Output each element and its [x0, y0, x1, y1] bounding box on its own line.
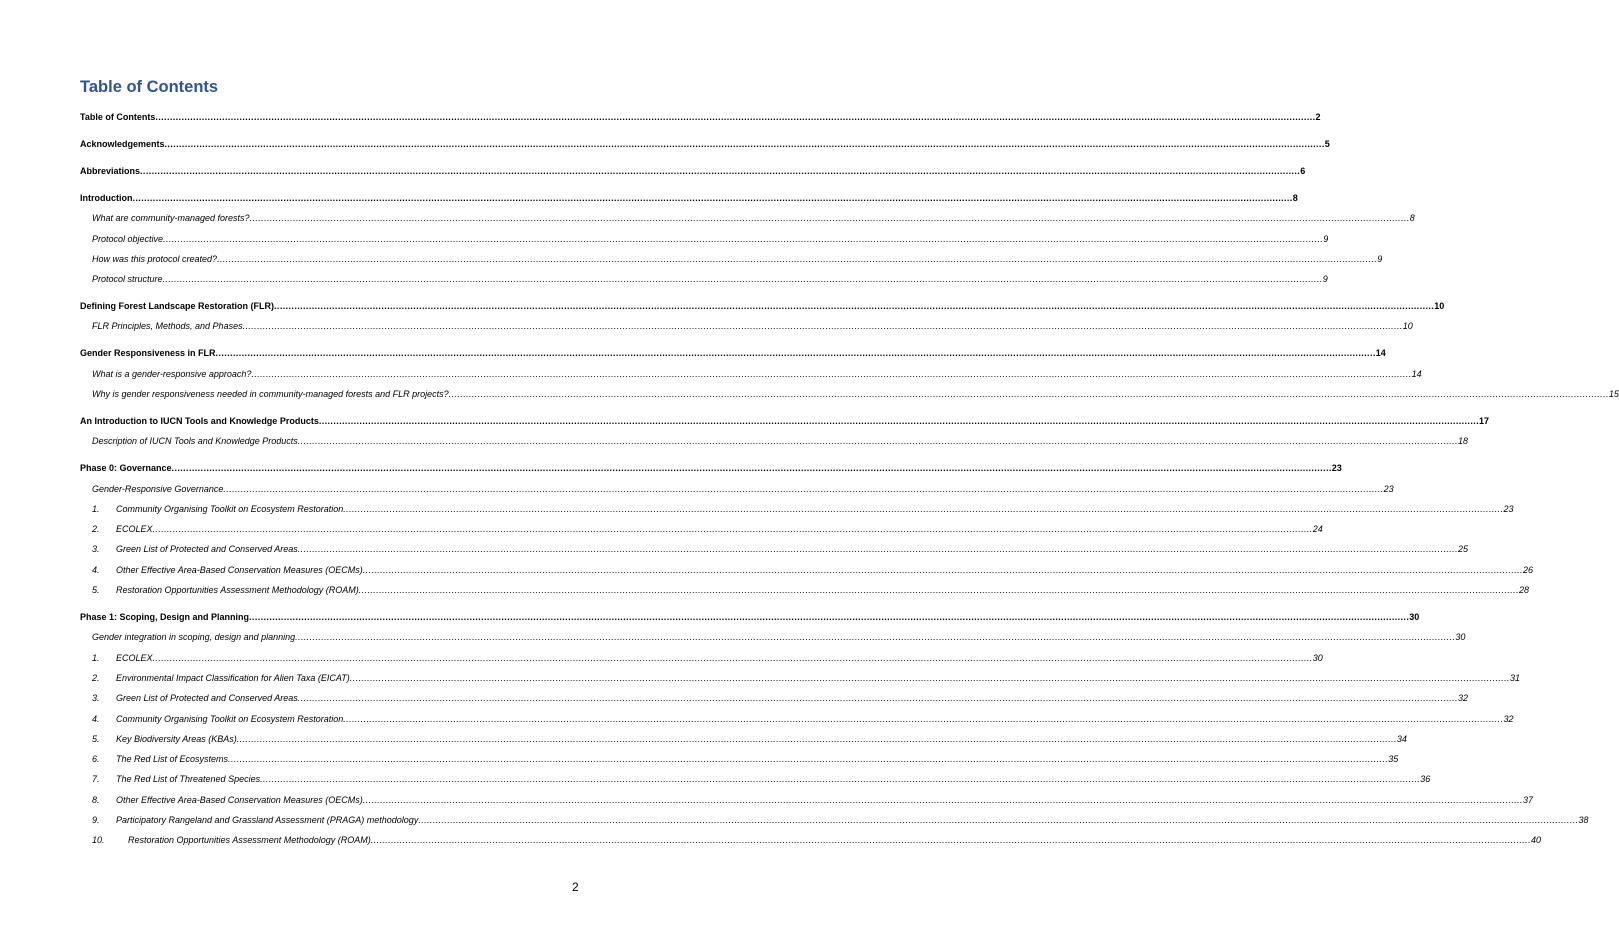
dot-leader: ................................................................................................................................................................................................................................................................................................................................................................................................................ [228, 754, 1389, 765]
toc-section-entry[interactable] [80, 134, 1330, 154]
toc-entry-page: 8 [1292, 192, 1298, 203]
toc-entry-page: 40 [1530, 835, 1541, 846]
dot-leader: ................................................................................................................................................................................................................................................................................................................................................................................................................ [132, 192, 1293, 203]
toc-entry-label: What is a gender-responsive approach? [92, 368, 252, 379]
toc-entry-page: 32 [1503, 713, 1514, 724]
toc-entry-number: 4. [92, 713, 100, 724]
toc-entry-label: Why is gender responsiveness needed in community-managed forests and FLR projects? [92, 389, 449, 399]
table-of-contents [80, 107, 1619, 851]
toc-entry-label: Key Biodiversity Areas (KBAs) [116, 733, 237, 744]
toc-entry-page: 17 [1479, 415, 1490, 426]
toc-entry-label: Green List of Protected and Conserved Areas [116, 693, 298, 704]
dot-leader: ................................................................................................................................................................................................................................................................................................................................................................................................................ [242, 321, 1403, 332]
toc-entry-number: 2. [92, 524, 100, 535]
toc-subsection-entry[interactable] [80, 709, 1514, 729]
toc-section-entry[interactable] [80, 188, 1298, 208]
toc-entry-page: 38 [1578, 815, 1589, 825]
toc-entry-number: 3. [92, 544, 100, 555]
toc-entry-page: 30 [1312, 652, 1323, 663]
toc-entry-label: Restoration Opportunities Assessment Methodology (ROAM) [128, 835, 371, 846]
toc-entry-label: The Red List of Threatened Species [116, 774, 261, 785]
dot-leader: ................................................................................................................................................................................................................................................................................................................................................................................................................ [358, 585, 1519, 596]
toc-subsection-entry[interactable] [80, 539, 1468, 559]
toc-subsection-entry[interactable] [80, 316, 1413, 336]
dot-leader: ................................................................................................................................................................................................................................................................................................................................................................................................................ [164, 138, 1325, 149]
toc-entry-label: Table of Contents [80, 112, 156, 122]
toc-entry-number: 5. [92, 733, 100, 744]
toc-entry-page: 6 [1300, 165, 1306, 176]
toc-subsection-entry[interactable] [80, 627, 1466, 647]
toc-entry-page: 10 [1402, 321, 1413, 332]
toc-subsection-entry[interactable] [80, 729, 1407, 749]
toc-entry-label: Other Effective Area-Based Conservation Measures (OECMs) [116, 564, 363, 575]
toc-subsection-entry[interactable] [80, 580, 1529, 600]
dot-leader: ................................................................................................................................................................................................................................................................................................................................................................................................................ [223, 483, 1384, 494]
page-number: 2 [572, 880, 579, 894]
dot-leader: ................................................................................................................................................................................................................................................................................................................................................................................................................ [274, 301, 1435, 312]
toc-subsection-entry[interactable] [80, 668, 1520, 688]
dot-leader: ................................................................................................................................................................................................................................................................................................................................................................................................................ [251, 368, 1412, 379]
toc-entry-number: 1. [92, 503, 100, 514]
toc-entry-page: 23 [1331, 463, 1342, 474]
toc-entry-page: 5 [1324, 138, 1330, 149]
toc-subsection-entry[interactable] [80, 384, 1619, 404]
dot-leader: ................................................................................................................................................................................................................................................................................................................................................................................................................ [236, 733, 1397, 744]
dot-leader: ................................................................................................................................................................................................................................................................................................................................................................................................................ [155, 112, 1316, 122]
toc-entry-number: 3. [92, 693, 100, 704]
toc-entry-page: 14 [1375, 348, 1386, 359]
toc-entry-label: Protocol structure [92, 274, 163, 285]
toc-entry-page: 32 [1457, 693, 1468, 704]
toc-entry-label: Protocol objective [92, 233, 164, 244]
toc-entry-label: Gender-Responsive Governance [92, 483, 224, 494]
dot-leader: ................................................................................................................................................................................................................................................................................................................................................................................................................ [163, 233, 1324, 244]
toc-section-entry[interactable] [80, 296, 1445, 316]
dot-leader: ................................................................................................................................................................................................................................................................................................................................................................................................................ [343, 503, 1504, 514]
toc-entry-label: Environmental Impact Classification for Alien Taxa (EICAT) [116, 672, 350, 683]
dot-leader: ................................................................................................................................................................................................................................................................................................................................................................................................................ [318, 415, 1480, 426]
toc-subsection-entry[interactable] [80, 769, 1431, 789]
toc-entry-page: 34 [1396, 733, 1407, 744]
dot-leader: ................................................................................................................................................................................................................................................................................................................................................................................................................ [370, 835, 1531, 846]
toc-subsection-entry[interactable] [80, 431, 1468, 451]
toc-subsection-entry[interactable] [80, 560, 1533, 580]
toc-subsection-entry[interactable] [80, 208, 1415, 228]
toc-subsection-entry[interactable] [80, 364, 1422, 384]
toc-entry-page: 36 [1420, 774, 1431, 785]
dot-leader: ................................................................................................................................................................................................................................................................................................................................................................................................................ [362, 794, 1523, 805]
toc-subsection-entry[interactable] [80, 648, 1323, 668]
toc-entry-page: 9 [1322, 274, 1328, 285]
toc-entry-label: Description of IUCN Tools and Knowledge Products [92, 436, 298, 447]
toc-entry-number: 1. [92, 652, 100, 663]
toc-entry-page: 26 [1522, 564, 1533, 575]
toc-entry-number: 5. [92, 585, 100, 596]
dot-leader: ................................................................................................................................................................................................................................................................................................................................................................................................................ [152, 652, 1313, 663]
toc-entry-page: 18 [1457, 436, 1468, 447]
toc-entry-label: ECOLEX [116, 652, 153, 663]
toc-entry-page: 35 [1388, 754, 1399, 765]
toc-subsection-entry[interactable] [80, 810, 1589, 830]
toc-section-entry[interactable] [80, 411, 1490, 431]
toc-entry-page: 30 [1409, 612, 1420, 623]
toc-subsection-entry[interactable] [80, 790, 1533, 810]
dot-leader: ................................................................................................................................................................................................................................................................................................................................................................................................................ [295, 632, 1456, 643]
toc-entry-label: Other Effective Area-Based Conservation Measures (OECMs) [116, 794, 363, 805]
toc-entry-label: An Introduction to IUCN Tools and Knowledge Products [80, 415, 319, 426]
toc-entry-page: 23 [1503, 503, 1514, 514]
toc-entry-label: Phase 1: Scoping, Design and Planning [80, 612, 250, 623]
toc-entry-label: What are community-managed forests? [92, 213, 250, 224]
dot-leader: ................................................................................................................................................................................................................................................................................................................................................................................................................ [249, 213, 1410, 224]
toc-entry-label: Gender integration in scoping, design and planning [92, 632, 296, 643]
toc-entry-page: 28 [1518, 585, 1529, 596]
toc-entry-page: 37 [1522, 794, 1533, 805]
toc-entry-label: Acknowledgements [80, 138, 165, 149]
dot-leader: ................................................................................................................................................................................................................................................................................................................................................................................................................ [448, 389, 1609, 399]
toc-entry-number: 10. [92, 835, 105, 846]
toc-entry-page: 15 [1608, 389, 1619, 399]
dot-leader: ................................................................................................................................................................................................................................................................................................................................................................................................................ [260, 774, 1421, 785]
toc-entry-label: Abbreviations [80, 165, 141, 176]
toc-subsection-entry[interactable] [80, 830, 1541, 850]
dot-leader: ................................................................................................................................................................................................................................................................................................................................................................................................................ [215, 348, 1376, 359]
toc-entry-page: 10 [1434, 301, 1445, 312]
toc-entry-label: Participatory Rangeland and Grassland Assessment (PRAGA) methodology [116, 815, 419, 825]
dot-leader: ................................................................................................................................................................................................................................................................................................................................................................................................................ [152, 524, 1313, 535]
toc-subsection-entry[interactable] [80, 749, 1399, 769]
toc-entry-number: 9. [92, 815, 100, 825]
toc-subsection-entry[interactable] [80, 269, 1328, 289]
toc-entry-number: 6. [92, 754, 100, 765]
dot-leader: ................................................................................................................................................................................................................................................................................................................................................................................................................ [297, 693, 1458, 704]
toc-entry-label: Defining Forest Landscape Restoration (FLR) [80, 301, 275, 312]
toc-entry-label: Community Organising Toolkit on Ecosystem Restoration [116, 503, 344, 514]
toc-subsection-entry[interactable] [80, 229, 1329, 249]
toc-entry-label: ECOLEX [116, 524, 153, 535]
toc-entry-label: Introduction [80, 192, 133, 203]
toc-entry-page: 24 [1312, 524, 1323, 535]
toc-subsection-entry[interactable] [80, 479, 1394, 499]
dot-leader: ................................................................................................................................................................................................................................................................................................................................................................................................................ [349, 672, 1510, 683]
dot-leader: ................................................................................................................................................................................................................................................................................................................................................................................................................ [140, 165, 1301, 176]
dot-leader: ................................................................................................................................................................................................................................................................................................................................................................................................................ [362, 564, 1523, 575]
toc-subsection-entry[interactable] [80, 249, 1383, 269]
toc-entry-page: 25 [1457, 544, 1468, 555]
toc-entry-page: 23 [1383, 483, 1394, 494]
dot-leader: ................................................................................................................................................................................................................................................................................................................................................................................................................ [162, 274, 1323, 285]
toc-entry-label: Community Organising Toolkit on Ecosystem Restoration [116, 713, 344, 724]
toc-section-entry[interactable] [80, 161, 1306, 181]
page-title: Table of Contents [80, 78, 219, 96]
toc-entry-label: Green List of Protected and Conserved Areas [116, 544, 298, 555]
toc-entry-label: How was this protocol created? [92, 253, 218, 264]
dot-leader: ................................................................................................................................................................................................................................................................................................................................................................................................................ [297, 544, 1458, 555]
dot-leader: ................................................................................................................................................................................................................................................................................................................................................................................................................ [171, 463, 1332, 474]
toc-entry-page: 8 [1409, 213, 1415, 224]
toc-entry-label: The Red List of Ecosystems [116, 754, 229, 765]
toc-entry-number: 7. [92, 774, 100, 785]
dot-leader: ................................................................................................................................................................................................................................................................................................................................................................................................................ [343, 713, 1504, 724]
toc-entry-page: 31 [1509, 672, 1520, 683]
dot-leader: ................................................................................................................................................................................................................................................................................................................................................................................................................ [217, 253, 1378, 264]
toc-entry-page: 9 [1323, 233, 1329, 244]
toc-subsection-entry[interactable] [80, 519, 1323, 539]
toc-entry-page: 30 [1455, 632, 1466, 643]
toc-entry-number: 2. [92, 672, 100, 683]
toc-entry-page: 14 [1411, 368, 1422, 379]
toc-entry-label: Phase 0: Governance [80, 463, 172, 474]
toc-entry-label: Restoration Opportunities Assessment Methodology (ROAM) [116, 585, 359, 596]
toc-section-entry[interactable] [80, 107, 1321, 127]
toc-entry-number: 4. [92, 564, 100, 575]
toc-section-entry[interactable] [80, 343, 1386, 363]
toc-entry-label: Gender Responsiveness in FLR [80, 348, 216, 359]
toc-subsection-entry[interactable] [80, 499, 1514, 519]
toc-subsection-entry[interactable] [80, 688, 1468, 708]
toc-entry-label: FLR Principles, Methods, and Phases [92, 321, 243, 332]
toc-section-entry[interactable] [80, 607, 1420, 627]
dot-leader: ................................................................................................................................................................................................................................................................................................................................................................................................................ [249, 612, 1410, 623]
toc-entry-page: 9 [1377, 253, 1383, 264]
dot-leader: ................................................................................................................................................................................................................................................................................................................................................................................................................ [297, 436, 1458, 447]
toc-section-entry[interactable] [80, 458, 1342, 478]
dot-leader: ................................................................................................................................................................................................................................................................................................................................................................................................................ [418, 815, 1579, 825]
toc-entry-page: 2 [1315, 112, 1321, 122]
toc-entry-number: 8. [92, 794, 100, 805]
